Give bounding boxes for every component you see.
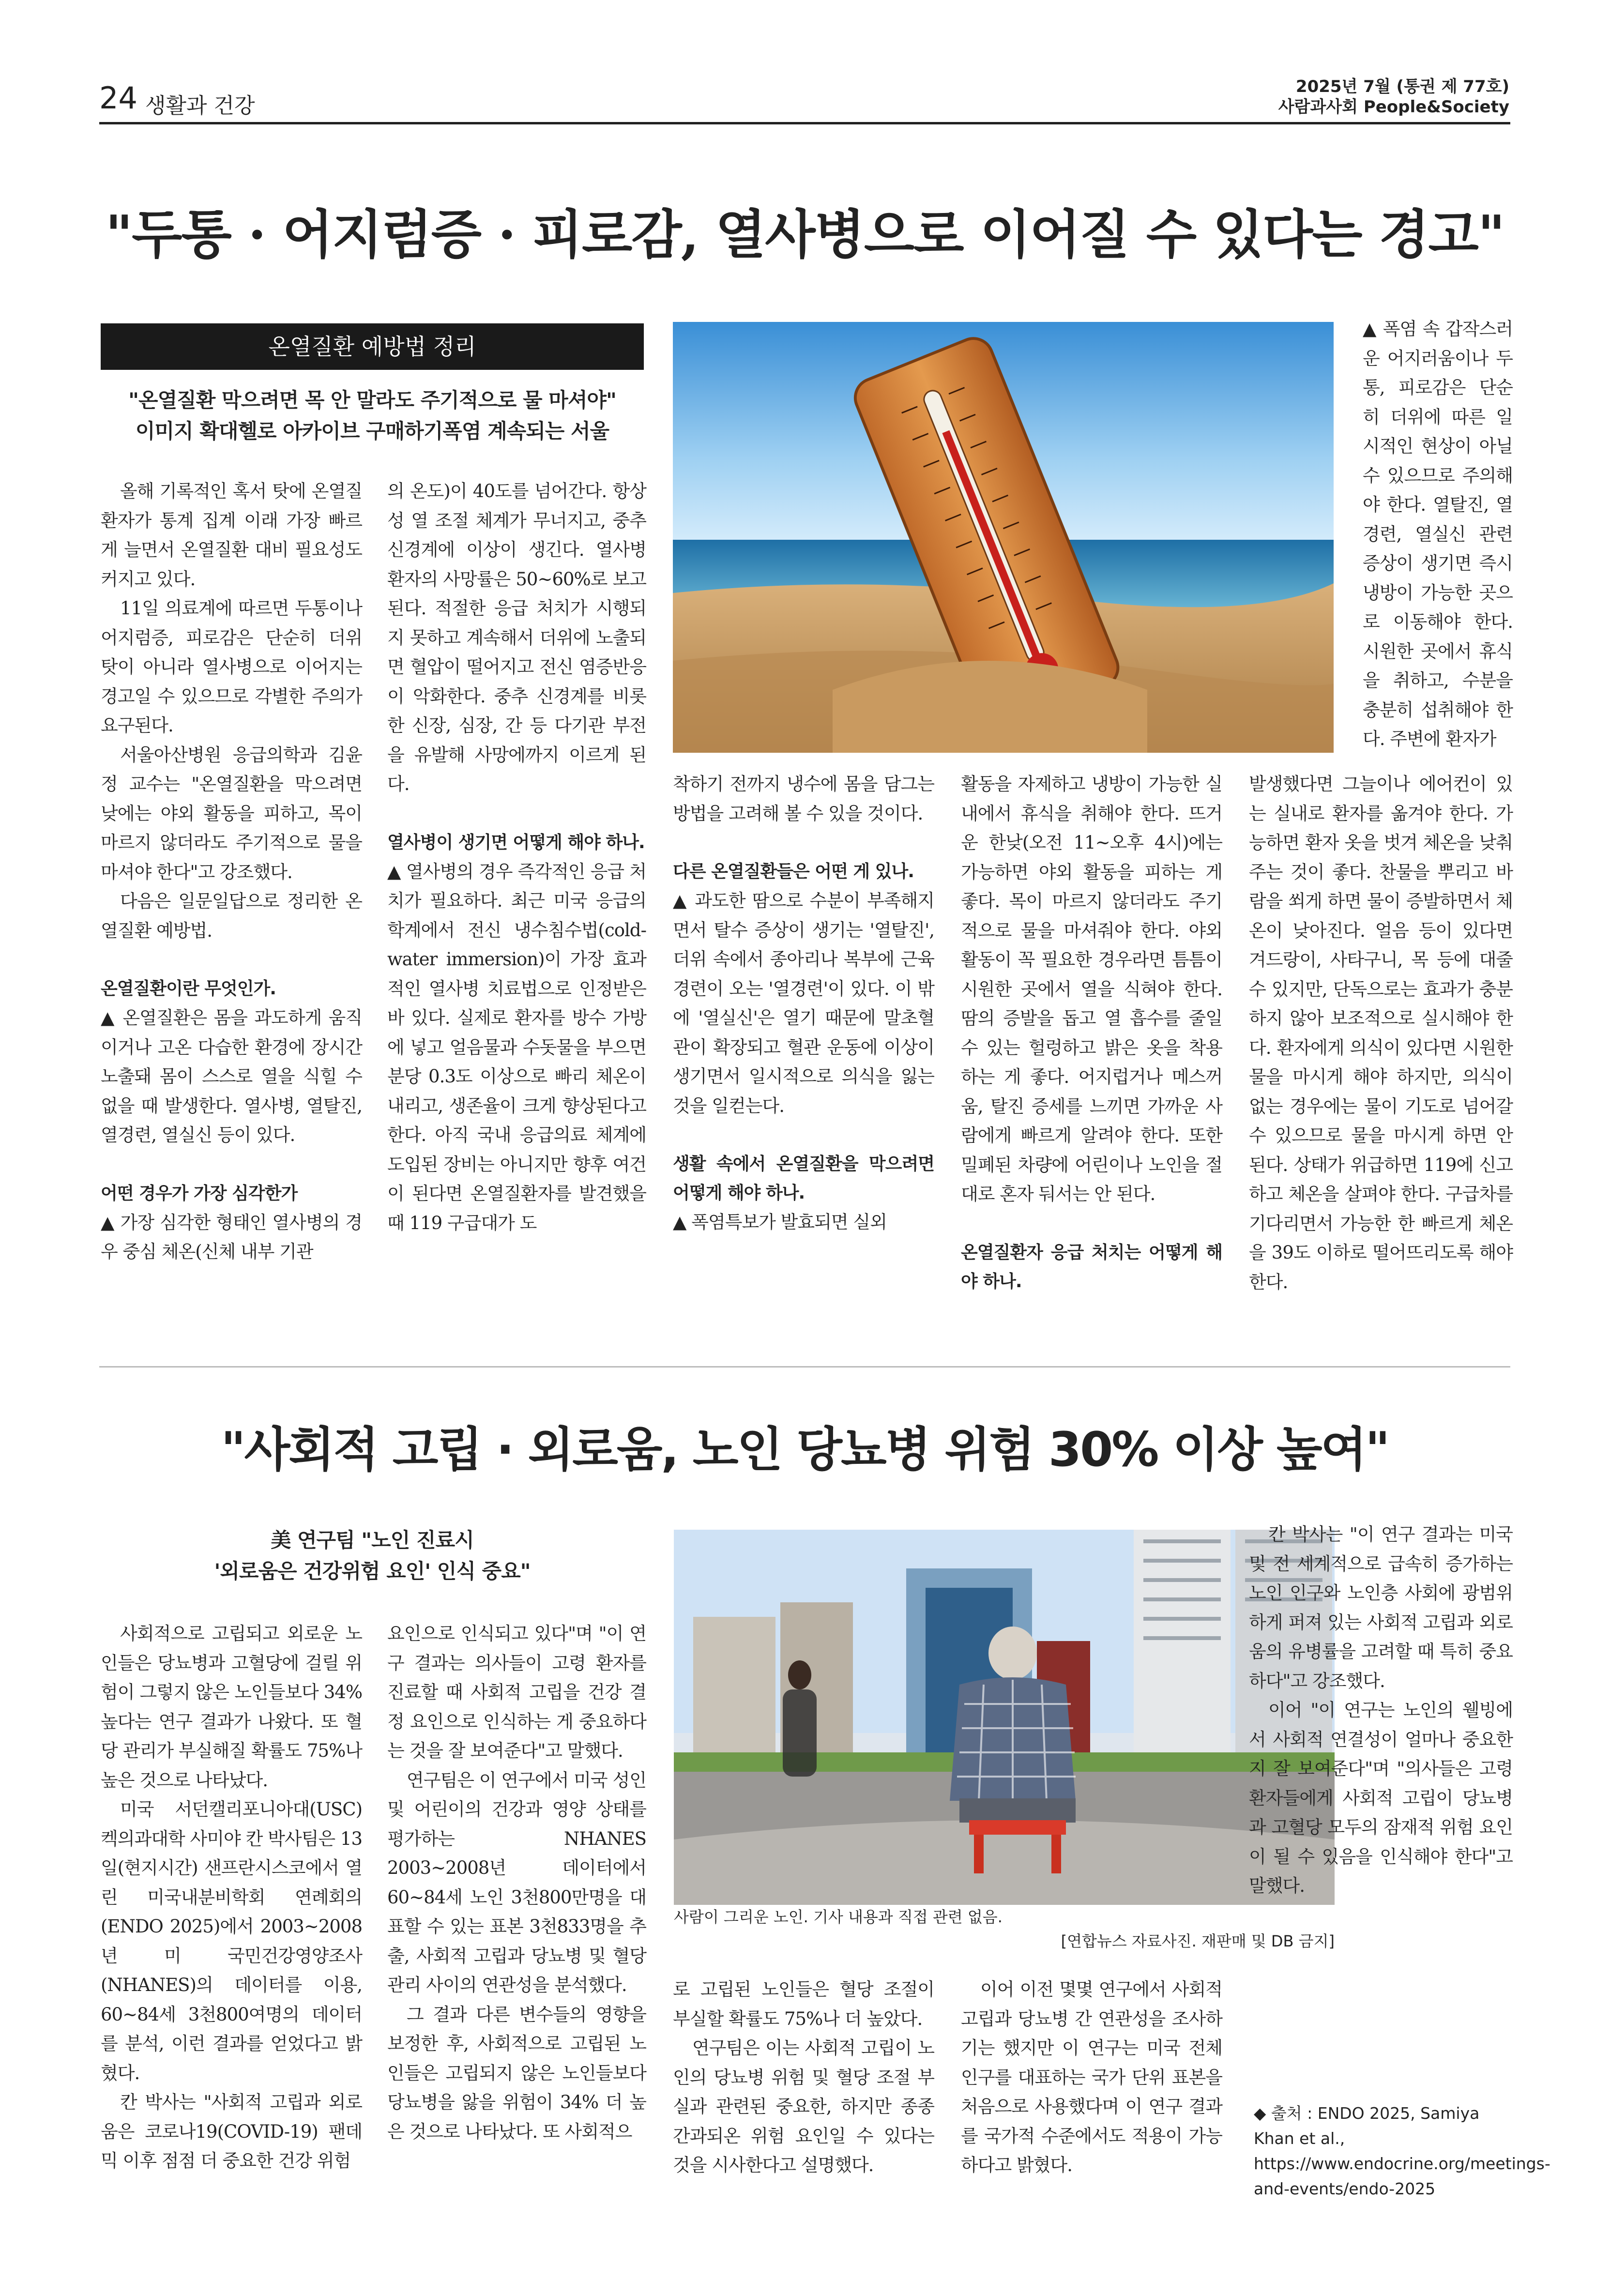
question-heading: 온열질환자 응급 처치는 어떻게 해야 하나. [961, 1242, 1222, 1292]
deck-line-2: '외로움은 건강위험 요인' 인식 중요" [214, 1559, 531, 1583]
paragraph: 이어 이전 몇몇 연구에서 사회적 고립과 당뇨병 간 연관성을 조사하기는 했지만 이 연구는 미국 전체 인구를 대표하는 국가 단위 표본을 처음으로 사용했다며 이 연구 결과를 국가적 수준에서도 적용이 가능하다고 밝혔다. [961, 1979, 1222, 2175]
article2-deck [101, 1525, 644, 1587]
paragraph: 칸 박사는 "이 연구 결과는 미국 및 전 세계적으로 급속히 증가하는 노인 인구와 노인층 사회에 광범위하게 퍼져 있는 사회적 고립과 외로움의 유병률을 고려할 때 특히 중요하다"고 강조했다. [1249, 1524, 1513, 1691]
paragraph: 착하기 전까지 냉수에 몸을 담그는 방법을 고려해 볼 수 있을 것이다. [673, 774, 934, 824]
issue-info: 2025년 7월 (통권 제 77호) [1295, 77, 1509, 96]
question-heading: 온열질환이란 무엇인가. [101, 979, 276, 999]
sidebar-title-box: 온열질환 예방법 정리 [101, 323, 644, 370]
source-citation: ◆ 출처 : ENDO 2025, Samiya Khan et al., https://www.endocrine.org/meetings-and-events/endo-2025 [1254, 2104, 1550, 2198]
question-heading: 어떤 경우가 가장 심각한가 [101, 1183, 298, 1203]
paragraph: 요인으로 인식되고 있다"며 "이 연구 결과는 의사들이 고령 환자를 진료할 때 사회적 고립을 건강 결정 요인으로 인식하는 게 중요하다는 것을 잘 보여준다"고 말했다. [387, 1623, 646, 1761]
photo-caption-elderly: 사람이 그리운 노인. 기사 내용과 직접 관련 없음. [674, 1908, 1003, 1926]
answer-paragraph: ▲ 온열질환은 몸을 과도하게 움직이거나 고온 다습한 환경에 장시간 노출돼 몸이 스스로 열을 식힐 수 없을 때 발생한다. 열사병, 열탈진, 열경련, 열실신 등이 있다. [101, 1007, 362, 1145]
page-number: 24 [99, 80, 137, 116]
paragraph: 다음은 일문일답으로 정리한 온열질환 예방법. [101, 891, 362, 941]
paragraph: 11일 의료계에 따르면 두통이나 어지럼증, 피로감은 단순히 더위 탓이 아니라 열사병으로 이어지는 경고일 수 있으므로 각별한 주의가 요구된다. [101, 598, 362, 736]
deck-line-1: 美 연구팀 "노인 진료시 [271, 1528, 474, 1552]
paragraph: 발생했다면 그늘이나 에어컨이 있는 실내로 환자를 옮겨야 한다. 가능하면 환자 옷을 벗겨 체온을 낮춰주는 것이 좋다. 찬물을 뿌리고 바람을 쐬게 하면 물이 증발하면서 체온이 낮아진다. 얼음 등이 있다면 겨드랑이, 사타구니, 목 등에 대줄 수 있지만, 단독으로는 효과가 충분하지 않아 보조적으로 실시해야 한다. 환자에게 의식이 있다면 시원한 물을 마시게 해야 하지만, 의식이 없는 경우에는 물이 기도로 넘어갈 수 있으므로 물을 마시게 하면 안 된다. 상태가 위급하면 119에 신고하고 체온을 살펴야 한다. 구급차를 기다리면서 가능한 한 빠르게 체온을 39도 이하로 떨어뜨리도록 해야 한다. [1249, 774, 1513, 1292]
paragraph: 그 결과 다른 변수들의 영향을 보정한 후, 사회적으로 고립된 노인들은 고립되지 않은 노인들보다 당뇨병을 앓을 위험이 34% 더 높은 것으로 나타났다. 또 사회적으 [387, 2004, 646, 2142]
paragraph: 활동을 자제하고 냉방이 가능한 실내에서 휴식을 취해야 한다. 뜨거운 한낮(오전 11~오후 4시)에는 가능하면 야외 활동을 피하는 게 좋다. 목이 마르지 않더라도 주기적으로 물을 마셔줘야 한다. 야외 활동이 꼭 필요한 경우라면 틈틈이 시원한 곳에서 열을 식혀야 한다. 땀의 증발을 돕고 열 흡수를 줄일 수 있는 헐렁하고 밝은 옷을 착용하는 게 좋다. 어지럽거나 메스꺼움, 탈진 증세를 느끼면 가까운 사람에게 빠르게 알려야 한다. 또한 밀폐된 차량에 어린이나 노인을 절대로 혼자 둬서는 안 된다. [961, 774, 1222, 1204]
article-divider [99, 1366, 1510, 1368]
article1-deck [101, 385, 644, 447]
article2-column-4 [961, 1975, 1222, 2180]
paragraph: 연구팀은 이 연구에서 미국 성인 및 어린이의 건강과 영양 상태를 평가하는 NHANES 2003~2008년 데이터에서 60~84세 노인 3천800만명을 대표할 수 있는 표본 3천833명을 추출, 사회적 고립과 당뇨병 및 혈당 관리 사이의 연관성을 분석했다. [387, 1769, 646, 1995]
paragraph: 칸 박사는 "사회적 고립과 외로움은 코로나19(COVID-19) 팬데믹 이후 점점 더 중요한 건강 위험 [101, 2092, 362, 2171]
article1-column-3 [673, 770, 934, 1237]
question-heading: 생활 속에서 온열질환을 막으려면 어떻게 해야 하나. [673, 1154, 934, 1203]
article1-column-2 [387, 477, 646, 1238]
article1-headline: "두통 · 어지럼증 · 피로감, 열사병으로 이어질 수 있다는 경고" [105, 204, 1505, 265]
elderly-man-sitting-photo [674, 1530, 1335, 1905]
article2-column-2 [387, 1619, 646, 2146]
section-title: 생활과 건강 [145, 93, 255, 118]
paragraph: 의 온도)이 40도를 넘어간다. 항상성 열 조절 체계가 무너지고, 중추신경계에 이상이 생긴다. 열사병 환자의 사망률은 50~60%로 보고된다. 적절한 응급 처치가 시행되지 못하고 계속해서 더위에 노출되면 혈압이 떨어지고 전신 염증반응이 악화한다. 중추 신경계를 비롯한 신장, 심장, 간 등 다기관 부전을 유발해 사망에까지 이르게 된다. [387, 481, 646, 794]
answer-paragraph: ▲ 열사병의 경우 즉각적인 응급 처치가 필요하다. 최근 미국 응급의학계에서 전신 냉수침수법(cold-water immersion)이 가장 효과적인 열사병 치료법으로 인정받은 바 있다. 실제로 환자를 방수 가방에 넣고 얼음물과 수돗물을 부으면 분당 0.3도 이상으로 빠리 체온이 내리고, 생존율이 크게 향상된다고 한다. 아직 국내 응급의료 체계에 도입된 장비는 아니지만 향후 여건이 된다면 온열질환자를 발견했을 때 119 구급대가 도 [387, 861, 646, 1233]
question-heading: 열사병이 생기면 어떻게 해야 하나. [387, 832, 645, 852]
header-rule [99, 122, 1510, 124]
paragraph: 사회적으로 고립되고 외로운 노인들은 당뇨병과 고혈당에 걸릴 위험이 그렇지 않은 노인들보다 34% 높다는 연구 결과가 나왔다. 또 혈당 관리가 부실해질 확률도 75%나 높은 것으로 나타났다. [101, 1623, 362, 1791]
caption-text: ▲ 폭염 속 갑작스러운 어지러움이나 두통, 피로감은 단순히 더위에 따른 일시적인 현상이 아닐 수 있으므로 주의해야 한다. 열탈진, 열경련, 열실신 관련 증상이 생기면 즉시 냉방이 가능한 곳으로 이동해야 한다. 시원한 곳에서 휴식을 취하고, 수분을 충분히 섭취해야 한다. 주변에 환자가 [1363, 319, 1513, 749]
article2-column-3 [673, 1975, 934, 2180]
article1-column-5 [1249, 770, 1513, 1297]
article1-column-4 [961, 770, 1222, 1296]
article2-column-5 [1249, 1520, 1513, 1901]
answer-paragraph: ▲ 과도한 땀으로 수분이 부족해지면서 탈수 증상이 생기는 '열탈진', 더위 속에서 종아리나 복부에 근육 경련이 오는 '열경련'이 있다. 이 밖에 '열실신'은 열기 때문에 말초혈관이 확장되고 혈관 운동에 이상이 생기면서 일시적으로 의식을 잃는 것을 일컫는다. [673, 890, 934, 1116]
thermometer-in-sand-photo [673, 322, 1334, 753]
article2-headline: "사회적 고립 · 외로움, 노인 당뇨병 위험 30% 이상 높여" [221, 1422, 1389, 1477]
answer-paragraph: ▲ 폭염특보가 발효되면 실외 [673, 1212, 887, 1232]
answer-paragraph: ▲ 가장 심각한 형태인 열사병의 경우 중심 체온(신체 내부 기관 [101, 1212, 362, 1262]
paragraph: 올해 기록적인 혹서 탓에 온열질환자가 통계 집계 이래 가장 빠르게 늘면서 온열질환 대비 필요성도 커지고 있다. [101, 481, 362, 590]
deck-line-1: "온열질환 막으려면 목 안 말라도 주기적으로 물 마셔야" [128, 388, 616, 412]
paragraph: 연구팀은 이는 사회적 고립이 노인의 당뇨병 위험 및 혈당 조절 부실과 관련된 중요한, 하지만 종종 간과되온 위험 요인일 수 있다는 것을 시사한다고 설명했다. [673, 2038, 934, 2175]
article1-column-1 [101, 477, 362, 1267]
paragraph: 서울아산병원 응급의학과 김윤정 교수는 "온열질환을 막으려면 낮에는 야외 활동을 피하고, 목이 마르지 않더라도 주기적으로 물을 마셔야 한다"고 강조했다. [101, 744, 362, 882]
paragraph: 로 고립된 노인들은 혈당 조절이 부실할 확률도 75%나 더 높았다. [673, 1979, 934, 2029]
paragraph: 미국 서던캘리포니아대(USC) 켁의과대학 사미야 칸 박사팀은 13일(현지시간) 샌프란시스코에서 열린 미국내분비학회 연례회의(ENDO 2025)에서 2003~2008년 미 국민건강영양조사(NHANES)의 데이터를 이용, 60~84세 3천800여명의 데이터를 분석, 이런 결과를 얻었다고 밝혔다. [101, 1799, 362, 2083]
photo-caption-thermometer [1363, 315, 1513, 754]
article2-column-1 [101, 1619, 362, 2176]
question-heading: 다른 온열질환들은 어떤 게 있나. [673, 862, 914, 882]
photo-credit: [연합뉴스 자료사진. 재판매 및 DB 금지] [1061, 1932, 1335, 1950]
publication-name: 사람과사회 People&Society [1278, 97, 1509, 117]
deck-line-2: 이미지 확대헬로 아카이브 구매하기폭염 계속되는 서울 [135, 419, 609, 443]
masthead-info [1074, 76, 1509, 117]
paragraph: 이어 "이 연구는 노인의 웰빙에서 사회적 연결성이 얼마나 중요한지 잘 보여준다"며 "의사들은 고령 환자들에게 사회적 고립이 당뇨병과 고혈당 모두의 잠재적 위험 요인이 될 수 있음을 인식해야 한다"고 말했다. [1249, 1700, 1513, 1896]
